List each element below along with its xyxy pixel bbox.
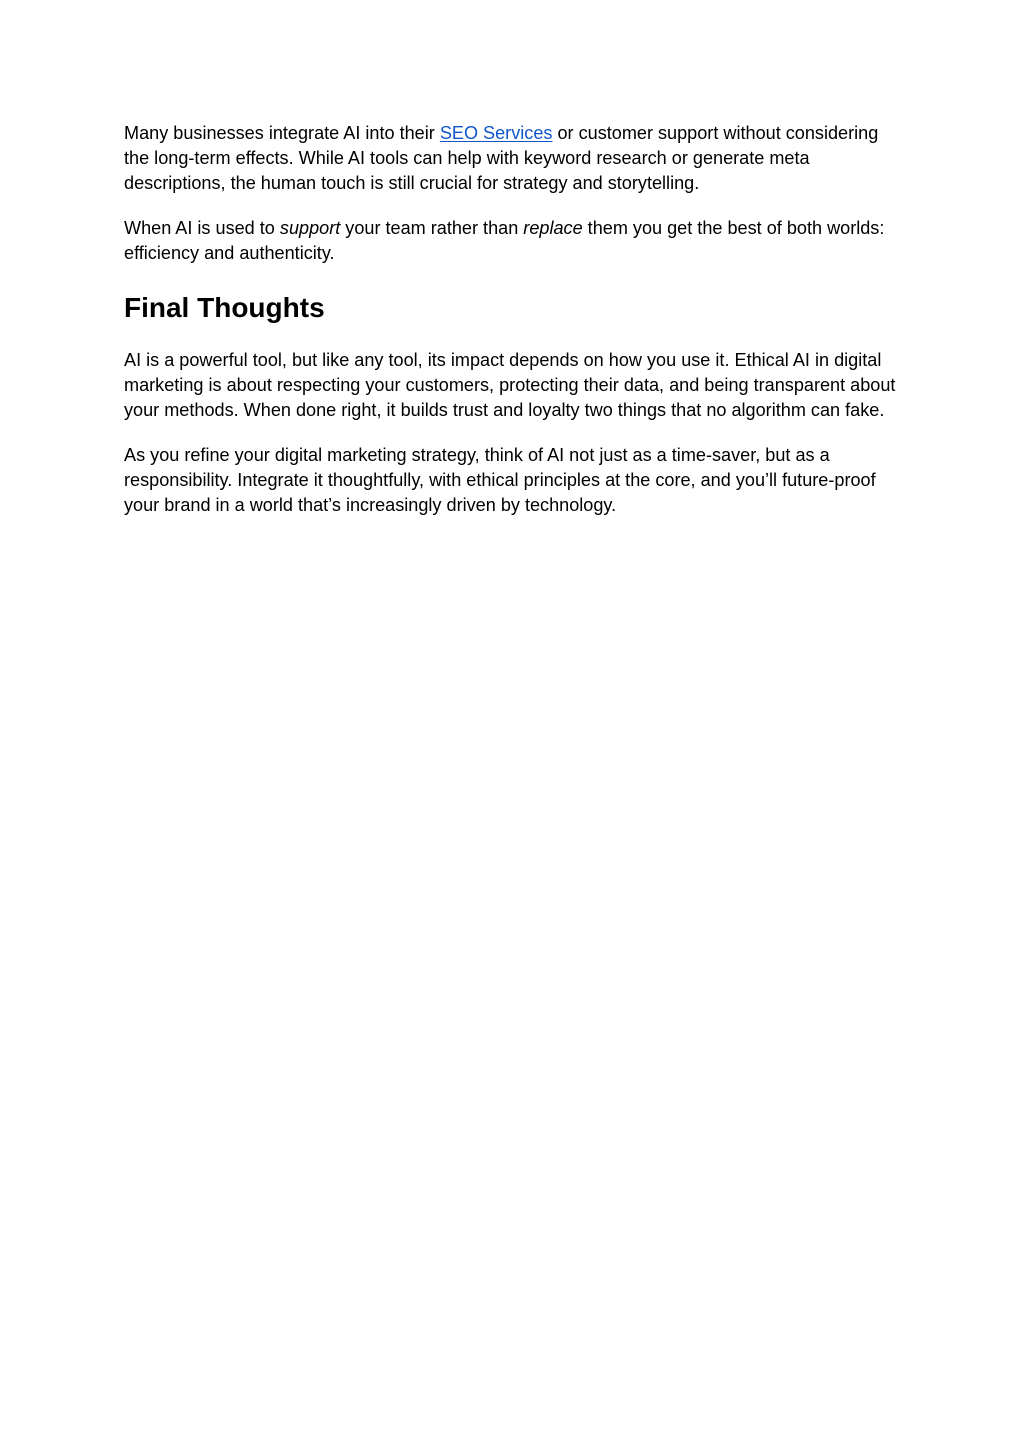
paragraph-support-not-replace bbox=[124, 216, 900, 266]
document-body bbox=[124, 121, 900, 538]
paragraph-powerful-tool: AI is a powerful tool, but like any tool, its impact depends on how you use it. Ethical AI in digital marketing is about respecting your customers, protecting their data, and being transparent about your methods. When done right, it builds trust and loyalty two things that no algorithm can fake. bbox=[124, 350, 896, 420]
paragraph-text: When AI is used to bbox=[124, 218, 280, 238]
paragraph-seo-services bbox=[124, 121, 900, 196]
paragraph-text: them you get the best of both worlds: efficiency and authenticity. bbox=[124, 218, 885, 263]
seo-services-link[interactable]: SEO Services bbox=[439, 123, 553, 143]
emphasis-replace: replace bbox=[523, 218, 583, 238]
paragraph-text: your team rather than bbox=[340, 218, 524, 238]
paragraph-refine-strategy: As you refine your digital marketing strategy, think of AI not just as a time-saver, but as a responsibility. Integrate it thoughtfully, with ethical principles at the core, and you’ll future-proof your brand in a world that’s increasingly driven by technology. bbox=[124, 445, 876, 515]
section-heading: Final Thoughts bbox=[124, 292, 325, 323]
emphasis-support: support bbox=[279, 218, 341, 238]
paragraph-text: or customer support without considering the long-term effects. While AI tools can help with keyword research or generate meta descriptions, the human touch is still crucial for strategy and storytelling. bbox=[124, 123, 879, 193]
paragraph-text: Many businesses integrate AI into their bbox=[124, 123, 440, 143]
